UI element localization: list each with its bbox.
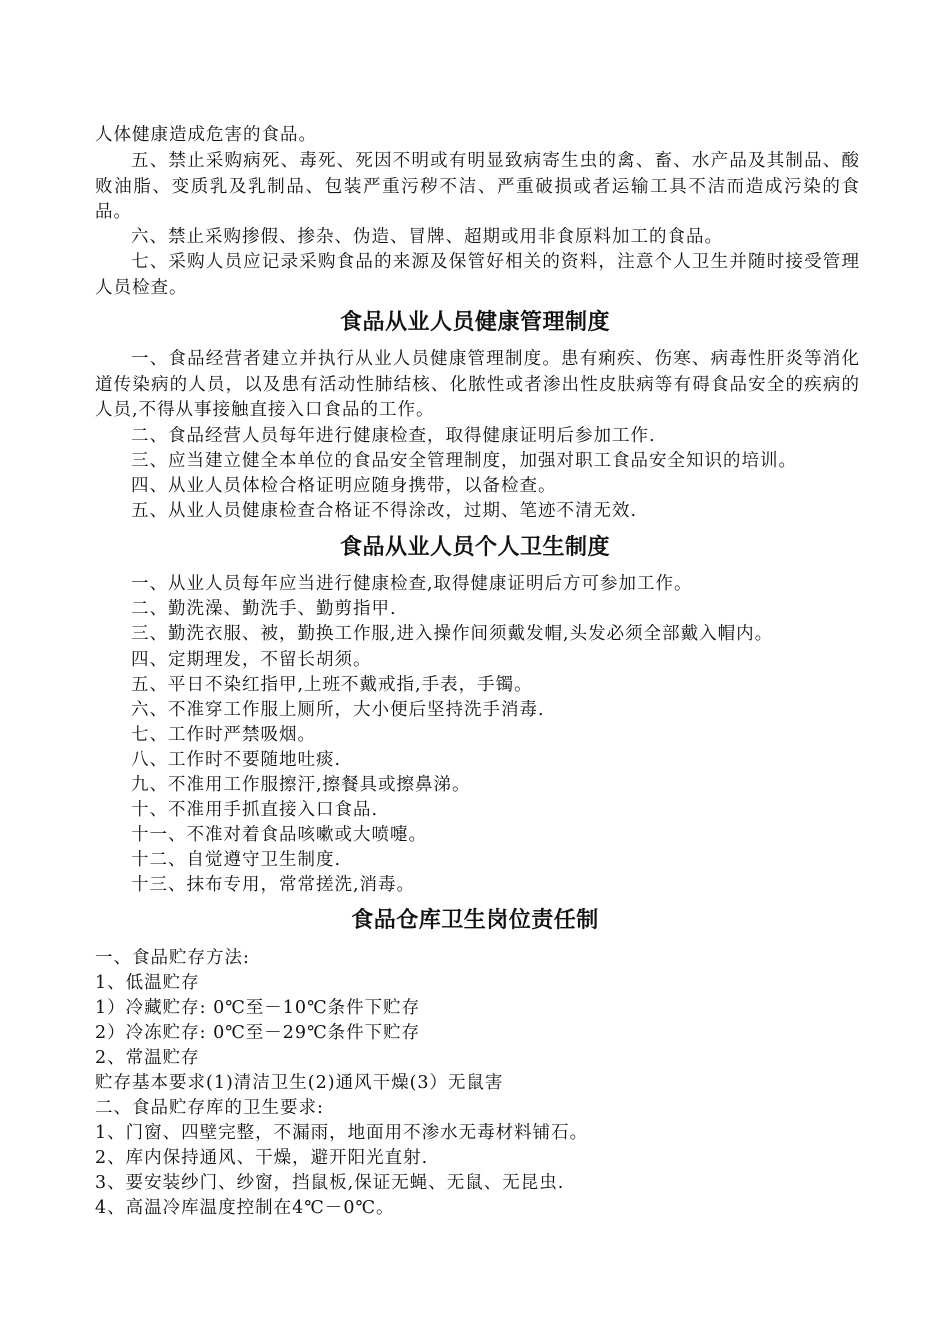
section-title: 食品从业人员健康管理制度: [339, 310, 610, 335]
list-item: 九、不准用工作服擦汗,擦餐具或擦鼻涕。: [131, 775, 471, 795]
paragraph: 六、禁止采购掺假、掺杂、伪造、冒牌、超期或用非食原料加工的食品。: [131, 227, 723, 247]
list-item: 十、不准用手抓直接入口食品.: [131, 800, 379, 820]
paragraph: 二、食品经营人员每年进行健康检查，取得健康证明后参加工作.: [131, 426, 656, 446]
paragraph: 四、从业人员体检合格证明应随身携带，以备检查。: [131, 476, 557, 496]
list-item: 4、高温冷库温度控制在4℃－0℃。: [95, 1198, 395, 1218]
list-item: 3、要安装纱门、纱窗，挡鼠板,保证无蝇、无鼠、无昆虫.: [95, 1173, 565, 1193]
list-item: 十三、抹布专用，常常搓洗,消毒。: [131, 875, 416, 895]
list-item: 一、食品贮存方法:: [95, 948, 250, 968]
list-item: 2、常温贮存: [95, 1048, 200, 1068]
list-item: 1）冷藏贮存: 0℃至－10℃条件下贮存: [95, 998, 421, 1018]
paragraph: 七、采购人员应记录采购食品的来源及保管好相关的资料，注意个人卫生并随时接受管理人员检查。: [95, 252, 860, 298]
paragraph: 五、从业人员健康检查合格证不得涂改，过期、笔迹不清无效.: [131, 501, 638, 521]
list-item: 六、不准穿工作服上厕所，大小便后坚持洗手消毒.: [131, 700, 545, 720]
paragraph: 三、应当建立健全本单位的食品安全管理制度，加强对职工食品安全知识的培训。: [131, 451, 797, 471]
list-item: 1、低温贮存: [95, 973, 200, 993]
list-item: 贮存基本要求(1)清洁卫生(2)通风干燥(3）无鼠害: [95, 1073, 504, 1093]
list-item: 1、门窗、四壁完整，不漏雨，地面用不渗水无毒材料铺石。: [95, 1123, 589, 1143]
list-item: 2、库内保持通风、干燥，避开阳光直射.: [95, 1148, 429, 1168]
list-item: 十一、不准对着食品咳嗽或大喷嚏。: [131, 825, 427, 845]
list-item: 2）冷冻贮存: 0℃至－29℃条件下贮存: [95, 1023, 421, 1043]
paragraph: 一、食品经营者建立并执行从业人员健康管理制度。患有痢疾、伤寒、病毒性肝炎等消化道传染病的人员，以及患有活动性肺结核、化脓性或者渗出性皮肤病等有碍食品安全的疾病的人员,不得从事接触直接入口食品的工作。: [95, 349, 860, 420]
list-item: 二、勤洗澡、勤洗手、勤剪指甲.: [131, 599, 397, 619]
paragraph: 人体健康造成危害的食品。: [95, 125, 317, 145]
section-title: 食品仓库卫生岗位责任制: [351, 908, 599, 933]
list-item: 三、勤洗衣服、被，勤换工作服,进入操作间须戴发帽,头发必须全部戴入帽内。: [131, 624, 774, 644]
paragraph: 五、禁止采购病死、毒死、死因不明或有明显致病寄生虫的禽、畜、水产品及其制品、酸败油脂、变质乳及乳制品、包装严重污秽不洁、严重破损或者运输工具不洁而造成污染的食品。: [95, 151, 860, 222]
list-item: 一、从业人员每年应当进行健康检查,取得健康证明后方可参加工作。: [131, 574, 693, 594]
list-item: 五、平日不染红指甲,上班不戴戒指,手表，手镯。: [131, 675, 533, 695]
list-item: 四、定期理发，不留长胡须。: [131, 650, 372, 670]
list-item: 二、食品贮存库的卫生要求:: [95, 1098, 324, 1118]
list-item: 十二、自觉遵守卫生制度.: [131, 850, 342, 870]
section-title: 食品从业人员个人卫生制度: [339, 535, 610, 560]
list-item: 七、工作时严禁吸烟。: [131, 725, 316, 745]
list-item: 八、工作时不要随地吐痰.: [131, 750, 342, 770]
